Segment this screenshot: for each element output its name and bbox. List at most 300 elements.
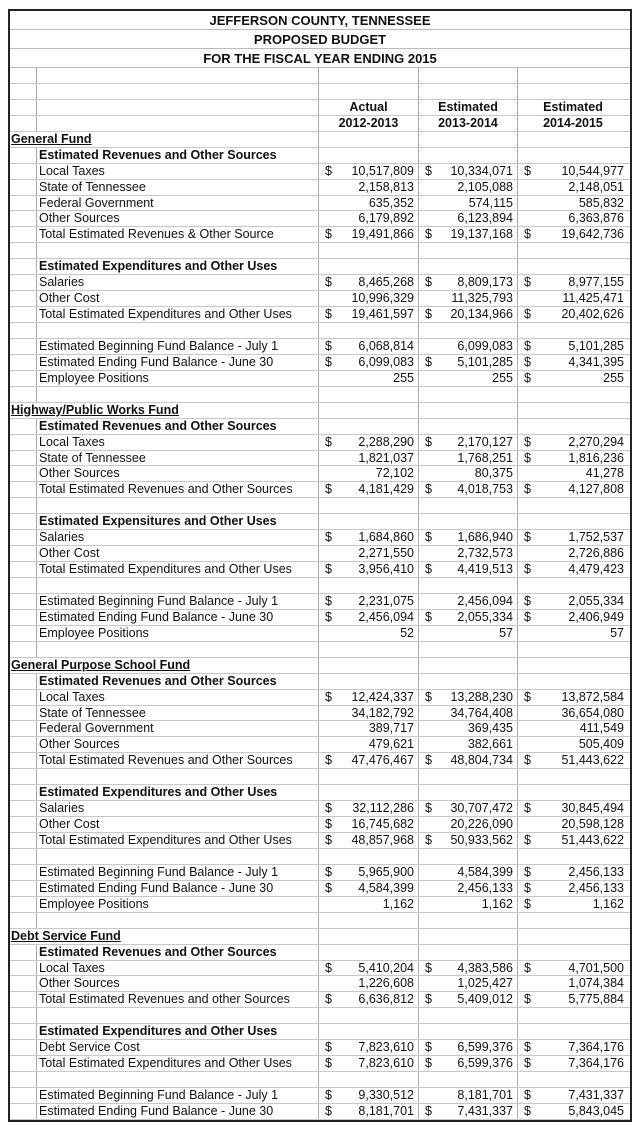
value-cell xyxy=(319,674,419,689)
amount: 479,621 xyxy=(368,737,414,752)
value-cell xyxy=(518,785,628,800)
fund-title: General Fund xyxy=(11,131,92,146)
title-line-1 xyxy=(10,11,630,30)
row-label: Debt Service Cost xyxy=(37,1040,319,1055)
amount: 2,270,294 xyxy=(568,434,624,449)
row-label: Total Estimated Revenues and Other Sources xyxy=(37,482,319,497)
table-row xyxy=(10,737,630,753)
row-label: Other Cost xyxy=(37,817,319,832)
value-cell xyxy=(319,419,419,434)
amount: 4,341,395 xyxy=(568,354,624,369)
row-label: Estimated Expenditures and Other Uses xyxy=(37,1024,319,1039)
value-cell xyxy=(319,690,419,705)
row-label: Estimated Beginning Fund Balance - July 1 xyxy=(37,594,319,609)
dollar-sign: $ xyxy=(425,609,432,624)
dollar-sign: $ xyxy=(325,354,332,369)
value-cell xyxy=(419,817,518,832)
value-cell xyxy=(518,387,628,402)
dollar-sign: $ xyxy=(524,1103,531,1118)
amount: 41,278 xyxy=(585,466,624,481)
dollar-sign: $ xyxy=(425,482,432,497)
value-cell xyxy=(518,610,628,625)
amount: 255 xyxy=(603,370,624,385)
amount: 4,584,399 xyxy=(457,864,513,879)
table-row xyxy=(10,881,630,897)
dollar-sign: $ xyxy=(325,562,332,577)
dollar-sign: $ xyxy=(524,593,531,608)
value-cell xyxy=(319,180,419,195)
dollar-sign: $ xyxy=(325,1056,332,1071)
value-cell xyxy=(419,737,518,752)
table-row xyxy=(10,482,630,498)
dollar-sign: $ xyxy=(425,227,432,242)
value-cell xyxy=(419,1040,518,1055)
value-cell xyxy=(419,339,518,354)
table-row xyxy=(10,1056,630,1072)
value-cell xyxy=(518,419,628,434)
value-cell xyxy=(319,626,419,641)
amount: 48,804,734 xyxy=(450,753,513,768)
dollar-sign: $ xyxy=(325,227,332,242)
row-label xyxy=(37,243,319,258)
amount: 2,456,133 xyxy=(568,880,624,895)
fund-header-row xyxy=(10,658,630,674)
table-row xyxy=(10,721,630,737)
fund-header-row xyxy=(10,403,630,419)
value-cell xyxy=(319,992,419,1007)
fund-section-highway-public-works-fund xyxy=(10,403,630,658)
title-line-3 xyxy=(10,49,630,68)
row-label: Employee Positions xyxy=(37,897,319,912)
amount: 1,752,537 xyxy=(568,530,624,545)
title-fiscal-year: FOR THE FISCAL YEAR ENDING 2015 xyxy=(203,51,437,66)
amount: 30,707,472 xyxy=(450,801,513,816)
row-label: Total Estimated Expenditures and Other Uses xyxy=(37,562,319,577)
dollar-sign: $ xyxy=(325,864,332,879)
subsection-header-row xyxy=(10,945,630,961)
value-cell xyxy=(518,323,628,338)
amount: 19,642,736 xyxy=(561,227,624,242)
amount: 8,465,268 xyxy=(358,275,414,290)
value-cell xyxy=(319,1088,419,1103)
table-row xyxy=(10,690,630,706)
amount: 6,179,892 xyxy=(358,211,414,226)
table-row xyxy=(10,706,630,722)
dollar-sign: $ xyxy=(425,275,432,290)
amount: 255 xyxy=(393,370,414,385)
row-label: Salaries xyxy=(37,275,319,290)
row-label: Local Taxes xyxy=(37,961,319,976)
value-cell xyxy=(319,355,419,370)
row-label: State of Tennessee xyxy=(37,451,319,466)
amount: 5,775,884 xyxy=(568,992,624,1007)
row-label: Other Sources xyxy=(37,976,319,991)
value-cell xyxy=(518,817,628,832)
value-cell xyxy=(518,1088,628,1103)
value-cell xyxy=(319,1040,419,1055)
row-label xyxy=(37,578,319,593)
value-cell xyxy=(319,466,419,481)
dollar-sign: $ xyxy=(425,960,432,975)
value-cell xyxy=(419,642,518,657)
amount: 5,409,012 xyxy=(457,992,513,1007)
value-cell xyxy=(518,833,628,848)
value-cell xyxy=(518,769,628,784)
value-cell xyxy=(419,1104,518,1119)
amount: 2,148,051 xyxy=(568,179,624,194)
value-cell xyxy=(419,227,518,242)
value-cell xyxy=(319,498,419,513)
dollar-sign: $ xyxy=(325,593,332,608)
amount: 48,857,968 xyxy=(351,833,414,847)
amount: 2,456,094 xyxy=(358,609,414,624)
value-cell xyxy=(319,801,419,816)
table-row xyxy=(10,801,630,817)
subsection-header-row xyxy=(10,674,630,690)
dollar-sign: $ xyxy=(425,1040,432,1055)
amount: 2,271,550 xyxy=(358,546,414,561)
amount: 19,491,866 xyxy=(351,227,414,242)
table-row xyxy=(10,371,630,387)
column-header-estimated-2: Estimated xyxy=(543,99,603,114)
amount: 20,402,626 xyxy=(561,307,624,322)
amount: 2,726,886 xyxy=(568,546,624,561)
amount: 6,599,376 xyxy=(457,1040,513,1055)
value-cell xyxy=(518,674,628,689)
table-row xyxy=(10,466,630,482)
subsection-header-row xyxy=(10,148,630,164)
amount: 1,821,037 xyxy=(358,450,414,465)
value-cell xyxy=(518,913,628,928)
dollar-sign: $ xyxy=(524,833,531,847)
value-cell xyxy=(419,897,518,912)
amount: 411,549 xyxy=(579,721,624,736)
value-cell xyxy=(419,451,518,466)
row-label: Estimated Ending Fund Balance - June 30 xyxy=(37,355,319,370)
value-cell xyxy=(319,339,419,354)
row-label xyxy=(37,769,319,784)
table-row xyxy=(10,180,630,196)
fund-section-debt-service-fund xyxy=(10,929,630,1120)
dollar-sign: $ xyxy=(425,354,432,369)
value-cell xyxy=(419,961,518,976)
value-cell xyxy=(319,307,419,322)
row-label: Other Cost xyxy=(37,546,319,561)
amount: 2,732,573 xyxy=(457,546,513,561)
fund-title: Highway/Public Works Fund xyxy=(11,402,179,417)
amount: 8,181,701 xyxy=(358,1103,414,1118)
amount: 5,843,045 xyxy=(568,1103,624,1118)
value-cell xyxy=(319,849,419,864)
fund-sections xyxy=(10,132,630,1120)
table-row xyxy=(10,227,630,243)
value-cell xyxy=(319,164,419,179)
row-label: Total Estimated Revenues & Other Source xyxy=(37,227,319,242)
column-year-2012-2013: 2012-2013 xyxy=(338,115,399,130)
value-cell xyxy=(518,307,628,322)
row-label: State of Tennessee xyxy=(37,706,319,721)
value-cell xyxy=(518,1040,628,1055)
value-cell xyxy=(518,259,628,274)
value-cell xyxy=(419,514,518,529)
value-cell xyxy=(419,1072,518,1087)
value-cell xyxy=(419,243,518,258)
dollar-sign: $ xyxy=(425,1103,432,1118)
dollar-sign: $ xyxy=(325,801,332,816)
table-row xyxy=(10,1104,630,1120)
row-label: Estimated Revenues and Other Sources xyxy=(37,945,319,960)
dollar-sign: $ xyxy=(524,163,531,178)
value-cell xyxy=(419,881,518,896)
value-cell xyxy=(518,1008,628,1023)
value-cell xyxy=(518,180,628,195)
value-cell xyxy=(419,164,518,179)
dollar-sign: $ xyxy=(325,817,332,832)
value-cell xyxy=(419,865,518,880)
value-cell xyxy=(419,785,518,800)
table-row xyxy=(10,976,630,992)
row-label: Salaries xyxy=(37,801,319,816)
amount: 19,461,597 xyxy=(351,307,414,322)
value-cell xyxy=(319,897,419,912)
dollar-sign: $ xyxy=(524,1056,531,1071)
value-cell xyxy=(518,451,628,466)
value-cell xyxy=(419,562,518,577)
table-row xyxy=(10,594,630,610)
table-row xyxy=(10,339,630,355)
dollar-sign: $ xyxy=(325,992,332,1007)
value-cell xyxy=(518,435,628,450)
amount: 6,099,083 xyxy=(358,354,414,369)
amount: 7,364,176 xyxy=(568,1056,624,1071)
dollar-sign: $ xyxy=(325,338,332,353)
dollar-sign: $ xyxy=(524,370,531,385)
table-row xyxy=(10,1088,630,1104)
table-row xyxy=(10,1040,630,1056)
value-cell xyxy=(419,196,518,211)
dollar-sign: $ xyxy=(524,434,531,449)
amount: 4,479,423 xyxy=(568,562,624,577)
value-cell xyxy=(518,514,628,529)
value-cell xyxy=(319,196,419,211)
value-cell xyxy=(518,482,628,497)
value-cell xyxy=(518,211,628,226)
value-cell xyxy=(419,769,518,784)
amount: 34,182,792 xyxy=(351,705,414,720)
value-cell xyxy=(319,1104,419,1119)
row-label: Estimated Revenues and Other Sources xyxy=(37,674,319,689)
value-cell xyxy=(518,897,628,912)
blank-row xyxy=(10,578,630,594)
title-proposed-budget: PROPOSED BUDGET xyxy=(253,32,387,47)
value-cell xyxy=(319,737,419,752)
value-cell xyxy=(518,546,628,561)
blank-row xyxy=(10,387,630,403)
value-cell xyxy=(419,833,518,848)
value-cell xyxy=(319,753,419,768)
dollar-sign: $ xyxy=(524,482,531,497)
dollar-sign: $ xyxy=(524,1088,531,1102)
amount: 7,431,337 xyxy=(568,1088,624,1102)
dollar-sign: $ xyxy=(325,609,332,624)
fund-section-general-purpose-school-fund xyxy=(10,658,630,929)
table-row xyxy=(10,307,630,323)
value-cell xyxy=(319,594,419,609)
dollar-sign: $ xyxy=(325,275,332,290)
value-cell xyxy=(419,323,518,338)
title-line-2 xyxy=(10,30,630,49)
dollar-sign: $ xyxy=(425,753,432,768)
row-label: Total Estimated Expenditures and Other Uses xyxy=(37,833,319,848)
column-header-estimated-1: Estimated xyxy=(438,99,498,114)
value-cell xyxy=(419,992,518,1007)
table-row xyxy=(10,355,630,371)
dollar-sign: $ xyxy=(524,450,531,465)
row-label xyxy=(37,387,319,402)
blank-row xyxy=(10,84,630,100)
amount: 5,101,285 xyxy=(457,354,513,369)
amount: 52 xyxy=(400,625,414,640)
row-label: Total Estimated Expenditures and Other Uses xyxy=(37,307,319,322)
dollar-sign: $ xyxy=(524,960,531,975)
amount: 13,872,584 xyxy=(561,689,624,704)
value-cell xyxy=(419,976,518,991)
value-cell xyxy=(419,690,518,705)
value-cell xyxy=(319,275,419,290)
amount: 6,636,812 xyxy=(358,992,414,1007)
value-cell xyxy=(319,546,419,561)
row-label: Local Taxes xyxy=(37,690,319,705)
amount: 1,162 xyxy=(382,896,414,911)
amount: 13,288,230 xyxy=(450,689,513,704)
value-cell xyxy=(419,435,518,450)
value-cell xyxy=(319,435,419,450)
dollar-sign: $ xyxy=(425,562,432,577)
value-cell xyxy=(518,578,628,593)
value-cell xyxy=(319,706,419,721)
dollar-sign: $ xyxy=(325,434,332,449)
value-cell xyxy=(419,498,518,513)
dollar-sign: $ xyxy=(325,163,332,178)
value-cell xyxy=(319,227,419,242)
row-label: Estimated Revenues and Other Sources xyxy=(37,148,319,163)
dollar-sign: $ xyxy=(524,1040,531,1055)
value-cell xyxy=(419,211,518,226)
value-cell xyxy=(518,291,628,306)
amount: 505,409 xyxy=(578,737,624,752)
amount: 20,598,128 xyxy=(561,817,624,832)
row-label: Total Estimated Revenues and Other Sources xyxy=(37,753,319,768)
value-cell xyxy=(319,817,419,832)
value-cell xyxy=(319,530,419,545)
amount: 1,162 xyxy=(481,896,513,911)
amount: 1,816,236 xyxy=(568,450,624,465)
row-label xyxy=(37,498,319,513)
blank-row xyxy=(10,769,630,785)
subsection-header-row xyxy=(10,419,630,435)
row-label: Estimated Beginning Fund Balance - July 1 xyxy=(37,865,319,880)
value-cell xyxy=(419,1024,518,1039)
amount: 4,383,586 xyxy=(457,960,513,975)
table-row xyxy=(10,291,630,307)
value-cell xyxy=(319,976,419,991)
amount: 1,684,860 xyxy=(358,530,414,545)
row-label: Other Sources xyxy=(37,466,319,481)
amount: 19,137,168 xyxy=(450,227,513,242)
amount: 6,099,083 xyxy=(457,338,513,353)
amount: 8,181,701 xyxy=(457,1088,513,1102)
dollar-sign: $ xyxy=(524,992,531,1007)
value-cell xyxy=(518,1024,628,1039)
dollar-sign: $ xyxy=(325,880,332,895)
blank-row xyxy=(10,68,630,84)
value-cell xyxy=(518,1104,628,1119)
value-cell xyxy=(518,945,628,960)
row-label: Total Estimated Expenditures and Other Uses xyxy=(37,1056,319,1071)
amount: 4,018,753 xyxy=(457,482,513,497)
value-cell xyxy=(419,1056,518,1071)
dollar-sign: $ xyxy=(524,275,531,290)
value-cell xyxy=(319,243,419,258)
value-cell xyxy=(518,594,628,609)
dollar-sign: $ xyxy=(425,801,432,816)
row-label: Estimated Revenues and Other Sources xyxy=(37,419,319,434)
row-label xyxy=(37,323,319,338)
fund-section-general-fund xyxy=(10,132,630,403)
value-cell xyxy=(419,594,518,609)
subsection-header-row xyxy=(10,514,630,530)
amount: 50,933,562 xyxy=(450,833,513,847)
blank-row xyxy=(10,913,630,929)
row-label: Federal Government xyxy=(37,721,319,736)
value-cell xyxy=(518,148,628,163)
amount: 5,101,285 xyxy=(568,338,624,353)
amount: 2,158,813 xyxy=(358,179,414,194)
value-cell xyxy=(419,466,518,481)
table-row xyxy=(10,610,630,626)
value-cell xyxy=(419,259,518,274)
value-cell xyxy=(319,259,419,274)
dollar-sign: $ xyxy=(425,434,432,449)
value-cell xyxy=(518,849,628,864)
dollar-sign: $ xyxy=(325,530,332,545)
amount: 1,074,384 xyxy=(568,976,624,991)
amount: 4,701,500 xyxy=(568,960,624,975)
value-cell xyxy=(518,753,628,768)
blank-row xyxy=(10,642,630,658)
row-label xyxy=(37,849,319,864)
value-cell xyxy=(518,976,628,991)
table-row xyxy=(10,626,630,642)
amount: 2,170,127 xyxy=(457,434,513,449)
value-cell xyxy=(319,1008,419,1023)
row-label xyxy=(37,913,319,928)
amount: 4,127,808 xyxy=(568,482,624,497)
amount: 6,123,894 xyxy=(457,211,513,226)
dollar-sign: $ xyxy=(425,163,432,178)
amount: 4,584,399 xyxy=(358,880,414,895)
value-cell xyxy=(518,626,628,641)
value-cell xyxy=(319,514,419,529)
table-row xyxy=(10,546,630,562)
value-cell xyxy=(419,1008,518,1023)
dollar-sign: $ xyxy=(325,1040,332,1055)
dollar-sign: $ xyxy=(524,307,531,322)
value-cell xyxy=(518,961,628,976)
value-cell xyxy=(518,164,628,179)
value-cell xyxy=(319,913,419,928)
fund-title: Debt Service Fund xyxy=(11,928,121,943)
